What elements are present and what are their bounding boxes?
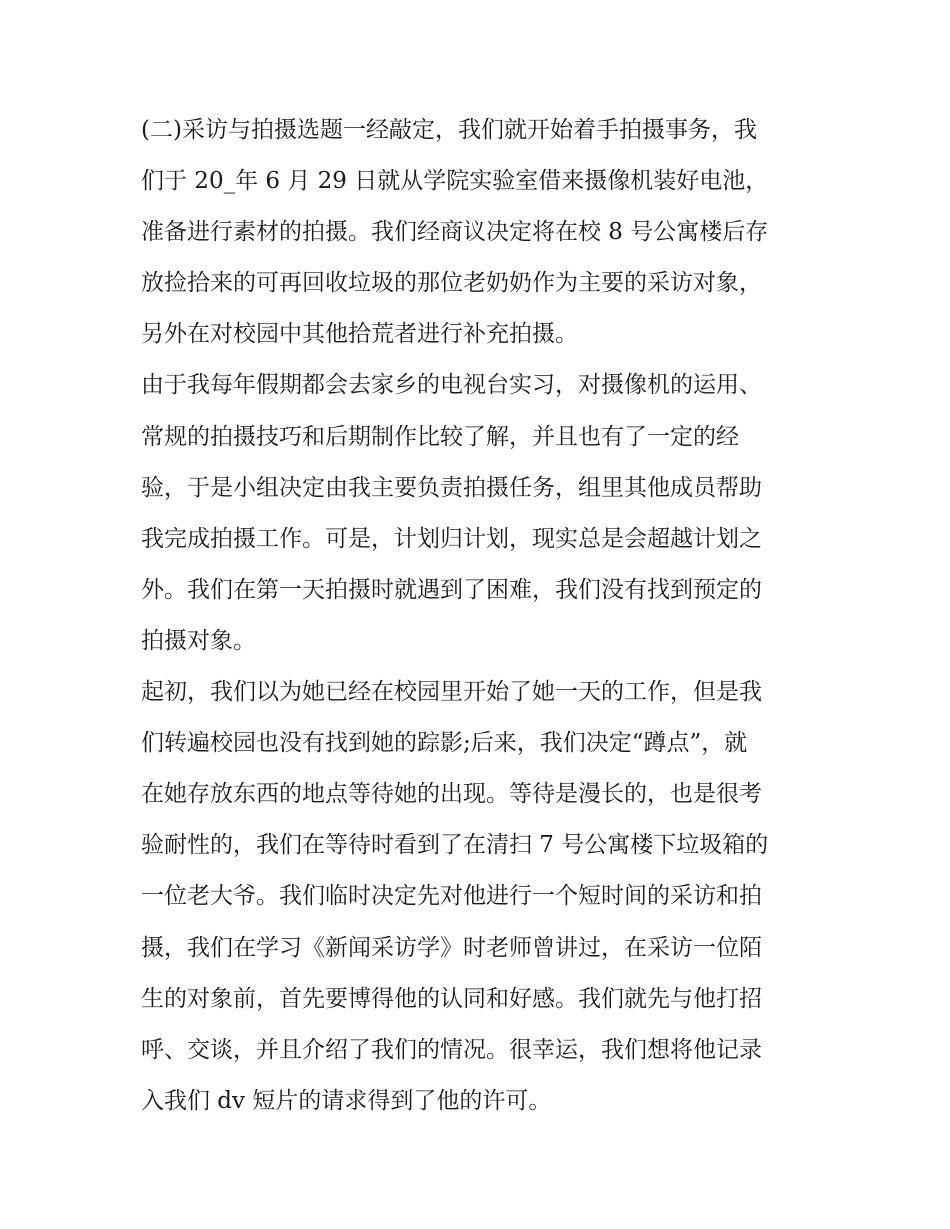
text-line-3: 准备进行素材的拍摄。我们经商议决定将在校 8 号公寓楼后存 bbox=[141, 219, 769, 246]
text-line-19: 呼、交谈，并且介绍了我们的情况。很幸运，我们想将他记录 bbox=[141, 1036, 762, 1063]
text-line-11: 拍摄对象。 bbox=[141, 627, 256, 654]
text-line-10: 外。我们在第一天拍摄时就遇到了困难，我们没有找到预定的 bbox=[141, 576, 762, 603]
text-line-1: (二)采访与拍摄选题一经敲定，我们就开始着手拍摄事务，我 bbox=[141, 117, 757, 143]
text-line-18: 生的对象前，首先要博得他的认同和好感。我们就先与他打招 bbox=[141, 985, 762, 1012]
text-line-20: 入我们 dv 短片的请求得到了他的许可。 bbox=[141, 1087, 552, 1114]
text-line-12: 起初，我们以为她已经在校园里开始了她一天的工作，但是我 bbox=[141, 679, 762, 706]
text-line-2: 们于 20_年 6 月 29 日就从学院实验室借来摄像机装好电池， bbox=[141, 168, 769, 195]
text-line-8: 验，于是小组决定由我主要负责拍摄任务，组里其他成员帮助 bbox=[141, 474, 762, 501]
text-line-5: 另外在对校园中其他拾荒者进行补充拍摄。 bbox=[141, 321, 578, 348]
text-line-13: 们转遍校园也没有找到她的踪影;后来，我们决定“蹲点”，就 bbox=[141, 730, 748, 757]
text-line-7: 常规的拍摄技巧和后期制作比较了解，并且也有了一定的经 bbox=[141, 423, 739, 450]
text-line-15: 验耐性的，我们在等待时看到了在清扫 7 号公寓楼下垃圾箱的 bbox=[141, 832, 769, 859]
text-line-16: 一位老大爷。我们临时决定先对他进行一个短时间的采访和拍 bbox=[141, 883, 762, 910]
text-line-6: 由于我每年假期都会去家乡的电视台实习，对摄像机的运用、 bbox=[141, 372, 762, 399]
text-line-4: 放捡拾来的可再回收垃圾的那位老奶奶作为主要的采访对象， bbox=[141, 270, 762, 297]
text-line-14: 在她存放东西的地点等待她的出现。等待是漫长的，也是很考 bbox=[141, 781, 762, 808]
document-body bbox=[141, 105, 821, 1127]
text-line-17: 摄，我们在学习《新闻采访学》时老师曾讲过，在采访一位陌 bbox=[141, 934, 762, 961]
text-line-9: 我完成拍摄工作。可是，计划归计划，现实总是会超越计划之 bbox=[141, 525, 762, 552]
